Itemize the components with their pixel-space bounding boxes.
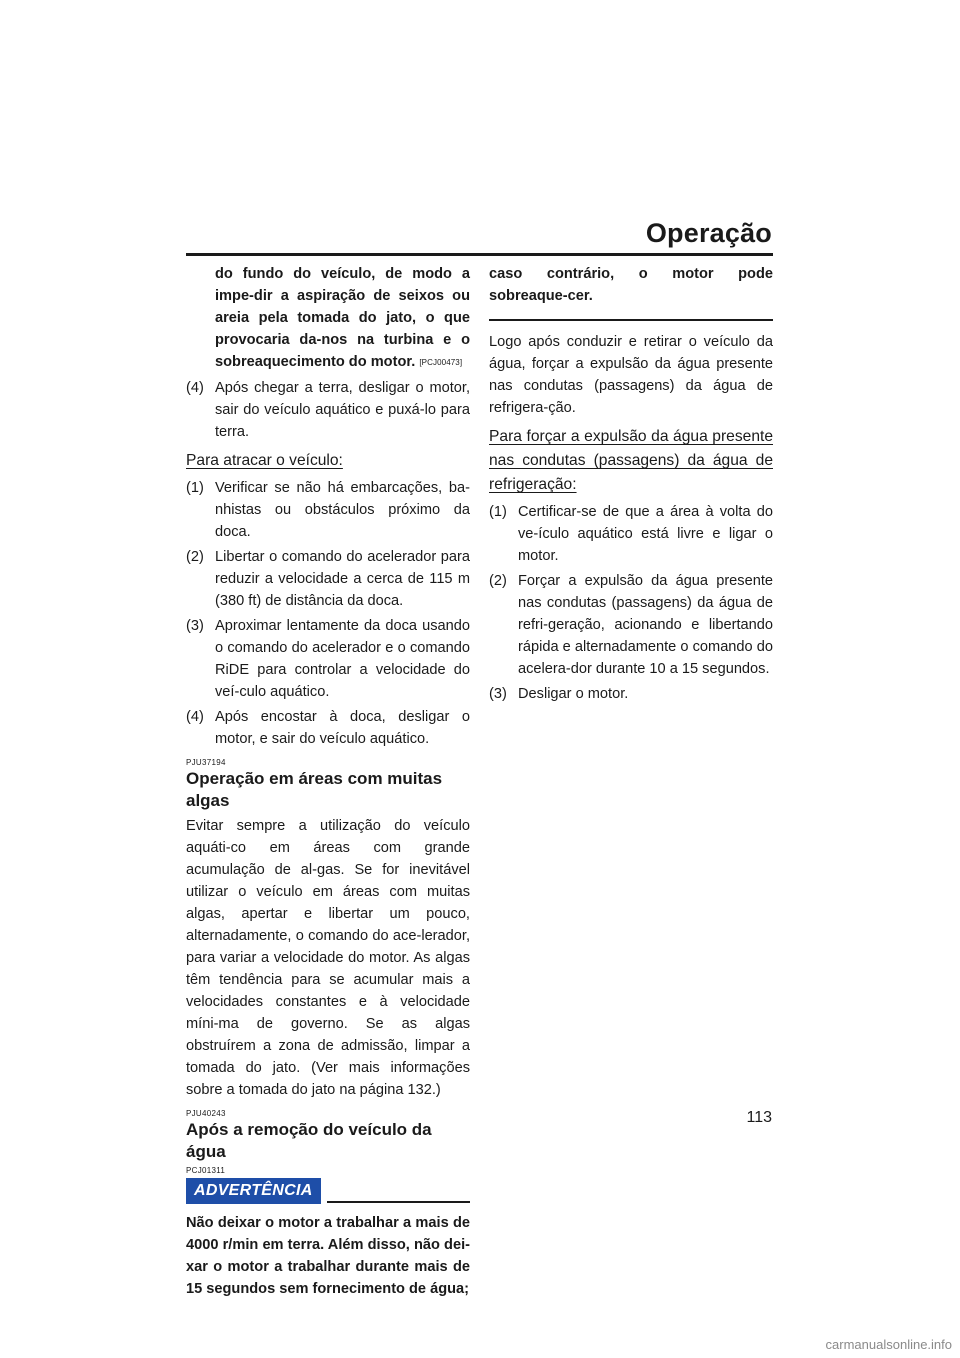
section-code: PJU40243 — [186, 1109, 226, 1118]
section-title-removal: Após a remoção do veículo da água — [186, 1120, 432, 1161]
list-item — [186, 706, 470, 750]
section-code: PJU37194 — [186, 758, 226, 767]
step-number: (3) — [489, 686, 507, 702]
warning-text: Não deixar o motor a trabalhar a mais de 4000 r/min em terra. Além disso, não dei-xar o motor a trabalhar durante mais de 15 segundos sem fornecimento de água; — [186, 1215, 470, 1297]
warning-header — [186, 1178, 470, 1204]
flush-heading: Para forçar a expulsão da água presente nas condutas (passagens) da água de refrigeração: — [489, 428, 773, 493]
step-text: Aproximar lentamente da doca usando o comando do acelerador e o comando RiDE para controlar a velocidade do veí-culo aquático. — [215, 618, 470, 700]
step-number: (3) — [186, 618, 204, 634]
watermark: carmanualsonline.info — [825, 1337, 952, 1352]
step-text: Desligar o motor. — [518, 686, 629, 702]
section-title-algae: Operação em áreas com muitas algas — [186, 769, 443, 810]
step-text: Libertar o comando do acelerador para reduzir a velocidade a cerca de 115 m (380 ft) de distância da doca. — [215, 549, 470, 609]
list-item — [186, 615, 470, 703]
step-number: (2) — [489, 573, 507, 589]
step-number: (1) — [186, 480, 204, 496]
step-text: Certificar-se de que a área à volta do ve-ículo aquático está livre e ligar o motor. — [518, 504, 773, 564]
step-number: (4) — [186, 380, 204, 396]
step-number: (1) — [489, 504, 507, 520]
right-column — [489, 263, 773, 705]
list-item — [186, 546, 470, 612]
list-item — [489, 683, 773, 705]
step-text: Forçar a expulsão da água presente nas condutas (passagens) da água de refri-geração, acionando e libertando rápida e alternadamente o comando do acelera-dor durante 10 a 15 segundos. — [518, 573, 773, 677]
list-item — [489, 570, 773, 680]
warning-badge: ADVERTÊNCIA — [186, 1178, 321, 1204]
warning-rule — [327, 1201, 470, 1203]
intro-text: do fundo do veículo, de modo a impe-dir a aspiração de seixos ou areia pela tomada do jato, o que provocaria da-nos na turbina e o sobreaquecimento do motor. — [215, 266, 470, 370]
page-title: Operação — [645, 218, 772, 248]
intro-code: [PCJ00473] — [419, 358, 463, 367]
step-number: (2) — [186, 549, 204, 565]
step-text: Verificar se não há embarcações, ba-nhistas ou obstáculos próximo da doca. — [215, 480, 470, 540]
left-column — [186, 263, 470, 1300]
list-item — [186, 377, 470, 443]
docking-heading: Para atracar o veículo: — [186, 452, 343, 469]
warning-continuation: caso contrário, o motor pode sobreaque-cer. — [489, 266, 773, 304]
header-rule — [186, 253, 773, 256]
algae-paragraph: Evitar sempre a utilização do veículo aquáti-co em áreas com grande acumulação de al-gas. Se for inevitável utilizar o veículo em áreas com muitas algas, apertar e libertar um pouco, alternadamente, o comando do ace-lerador, para variar a velocidade do motor. As algas têm tendência para se acumular mais a velocidades constantes e à velocidade míni-ma de governo. Se as algas obstruírem a zona de admissão, limpar a tomada do jato. (Ver mais informações sobre a tomada do jato na página 132.) — [186, 818, 470, 1098]
intro-warning-continuation — [186, 263, 470, 374]
warning-end-rule — [489, 319, 773, 321]
page-number: 113 — [746, 1109, 772, 1126]
warning-code: PCJ01311 — [186, 1166, 226, 1175]
after-paragraph: Logo após conduzir e retirar o veículo da água, forçar a expulsão da água presente nas condutas (passagens) da água de refrigera-ção. — [489, 334, 773, 416]
list-item — [186, 477, 470, 543]
step-number: (4) — [186, 709, 204, 725]
step-text: Após encostar à doca, desligar o motor, e sair do veículo aquático. — [215, 709, 470, 747]
step-text: Após chegar a terra, desligar o motor, sair do veículo aquático e puxá-lo para terra. — [215, 380, 470, 440]
list-item — [489, 501, 773, 567]
